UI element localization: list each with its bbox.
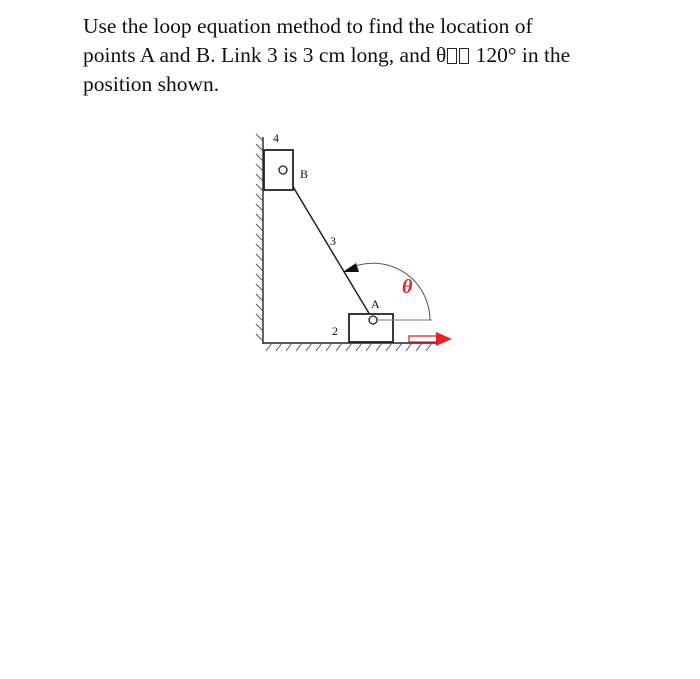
ground-label-top: 4 — [273, 131, 279, 145]
motion-arrow-icon — [409, 332, 452, 346]
link-3-label: 3 — [330, 234, 336, 248]
slider-a-label: A — [371, 297, 380, 311]
problem-line-1: Use the loop equation method to find the location of — [83, 14, 533, 38]
pin-joint-b — [279, 166, 287, 174]
link-3 — [283, 170, 373, 320]
ground-label-bottom: 2 — [332, 324, 338, 338]
problem-line-2-end: 120° in the — [470, 43, 571, 67]
slider-b — [264, 150, 293, 190]
vertical-ground-wall — [256, 134, 263, 344]
problem-line-3: position shown. — [83, 72, 220, 96]
theta-arc-arrowhead — [343, 263, 359, 272]
theta-label: θ — [402, 276, 413, 298]
horizontal-ground-floor — [263, 343, 438, 351]
slider-b-label: B — [300, 167, 309, 181]
slider-a — [349, 314, 393, 342]
problem-line-2-start: points A and B. Link 3 is 3 cm long, and θ — [83, 43, 447, 67]
pin-joint-a — [369, 316, 377, 324]
